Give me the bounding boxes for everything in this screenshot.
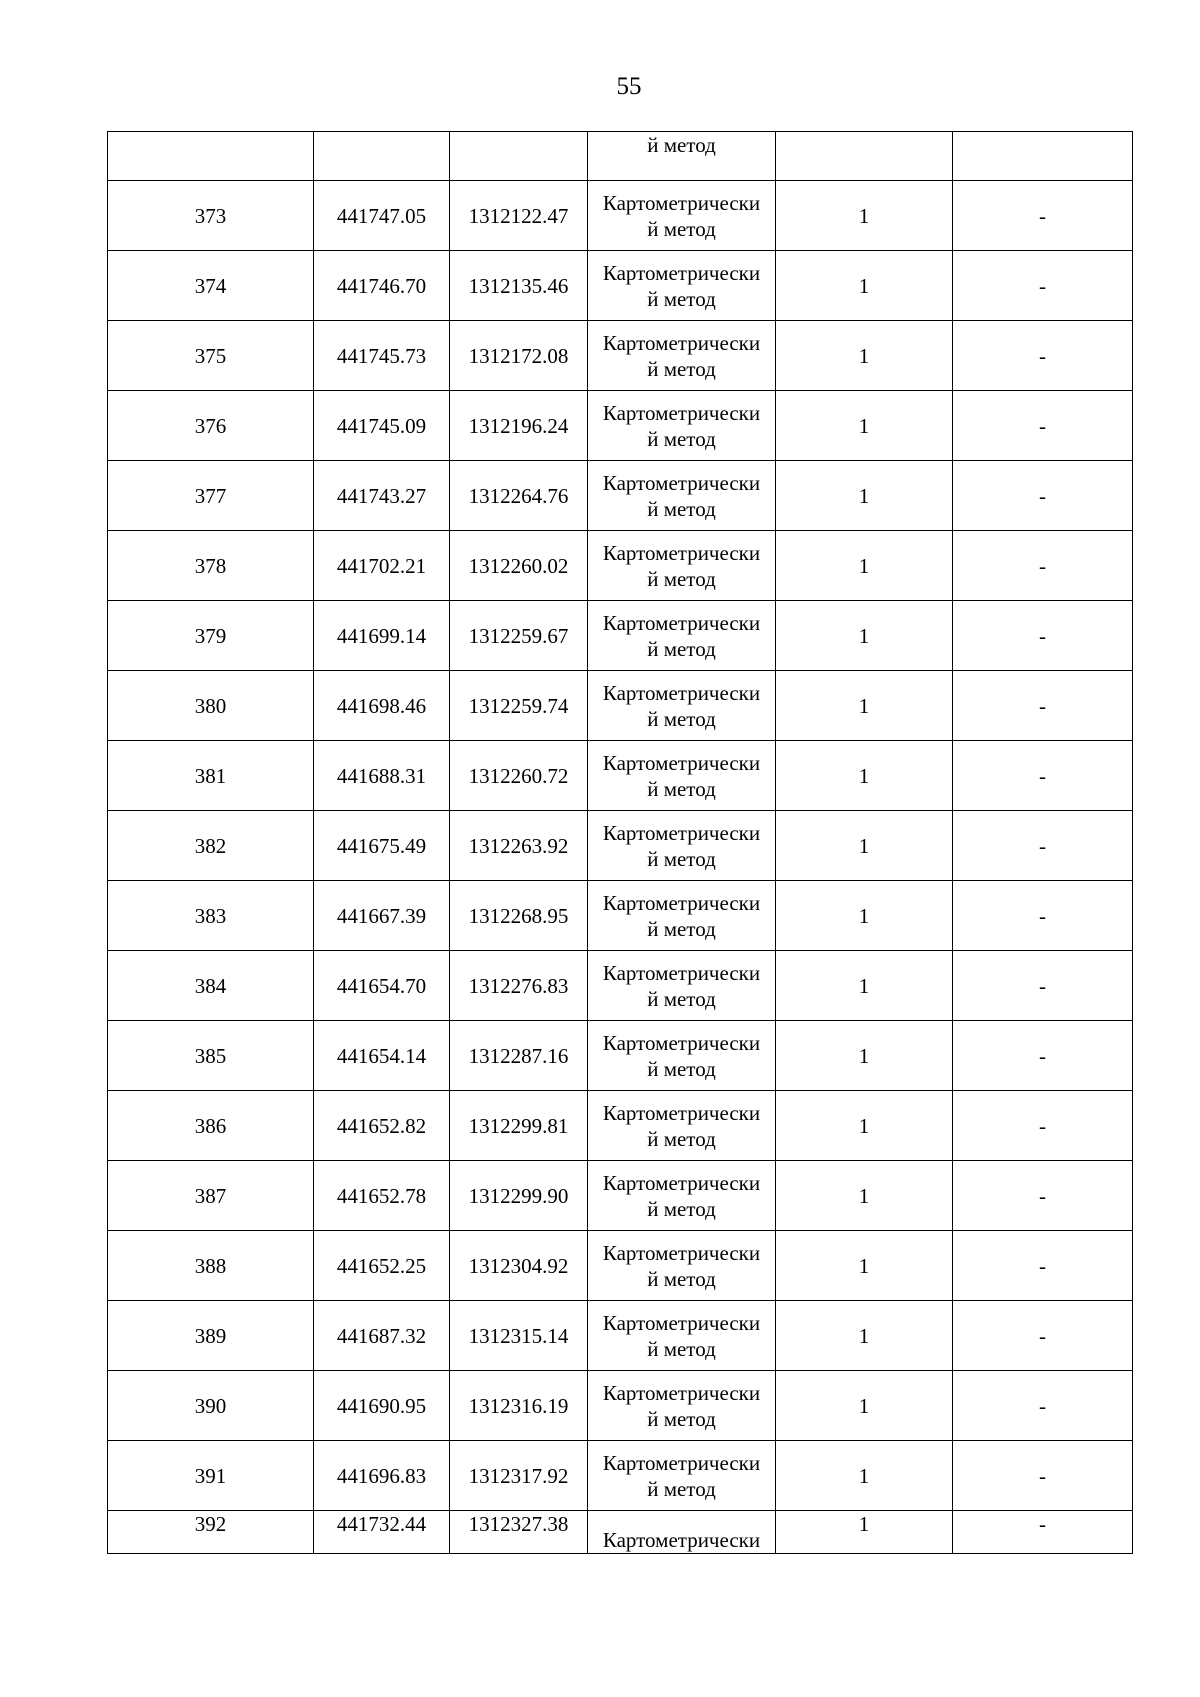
cell-point-number: 384 xyxy=(108,951,314,1021)
cell-point-number: 391 xyxy=(108,1441,314,1511)
cell-point-number: 382 xyxy=(108,811,314,881)
cell-x: 441667.39 xyxy=(314,881,450,951)
table-row xyxy=(108,671,1133,741)
table-row xyxy=(108,1231,1133,1301)
cell-y: 1312263.92 xyxy=(450,811,588,881)
cell-y: 1312304.92 xyxy=(450,1231,588,1301)
coordinates-table xyxy=(107,131,1133,1554)
cell-note: - xyxy=(953,1441,1133,1511)
cell-x: 441745.09 xyxy=(314,391,450,461)
method-text-line1: Картометрически xyxy=(602,1310,761,1335)
cell-note: - xyxy=(953,881,1133,951)
cell-method xyxy=(588,1511,776,1554)
cell-accuracy: 1 xyxy=(776,461,953,531)
cell-accuracy: 1 xyxy=(776,1511,953,1554)
table-row xyxy=(108,811,1133,881)
table-row xyxy=(108,741,1133,811)
cell-note: - xyxy=(953,1511,1133,1554)
cell-note: - xyxy=(953,951,1133,1021)
cell-point-number: 376 xyxy=(108,391,314,461)
method-text-line2: й метод xyxy=(647,986,716,1011)
table-body xyxy=(108,132,1133,1554)
cell-accuracy: 1 xyxy=(776,1161,953,1231)
page-number: 55 xyxy=(616,73,642,100)
table-row-continued xyxy=(108,132,1133,181)
method-text-line1: Картометрически xyxy=(602,820,761,845)
cell-note: - xyxy=(953,391,1133,461)
cell-method xyxy=(588,251,776,321)
cell-note: - xyxy=(953,1301,1133,1371)
method-text: й метод xyxy=(647,133,716,157)
cell-y: 1312317.92 xyxy=(450,1441,588,1511)
table-row xyxy=(108,1021,1133,1091)
cell-y: 1312287.16 xyxy=(450,1021,588,1091)
cell-point-number: 387 xyxy=(108,1161,314,1231)
cell-x: 441690.95 xyxy=(314,1371,450,1441)
method-text-line1: Картометрически xyxy=(602,1380,761,1405)
method-text-line2: й метод xyxy=(647,1336,716,1361)
cell-y: 1312327.38 xyxy=(450,1511,588,1554)
cell-point-number: 379 xyxy=(108,601,314,671)
method-text-line2: й метод xyxy=(647,356,716,381)
table-row xyxy=(108,1091,1133,1161)
table-row-last xyxy=(108,1511,1133,1554)
cell-method xyxy=(588,531,776,601)
method-text-line1: Картометрически xyxy=(602,1170,761,1195)
cell-y: 1312264.76 xyxy=(450,461,588,531)
cell-method xyxy=(588,1161,776,1231)
cell-method xyxy=(588,741,776,811)
cell-accuracy: 1 xyxy=(776,1441,953,1511)
cell-note xyxy=(953,132,1133,181)
method-text-line2: й метод xyxy=(647,846,716,871)
method-text-line2: й метод xyxy=(647,1476,716,1501)
cell-accuracy: 1 xyxy=(776,1301,953,1371)
cell-note: - xyxy=(953,321,1133,391)
cell-y: 1312172.08 xyxy=(450,321,588,391)
method-text-line2: й метод xyxy=(647,566,716,591)
method-text-line1: Картометрически xyxy=(602,540,761,565)
cell-method xyxy=(588,1441,776,1511)
cell-note: - xyxy=(953,1371,1133,1441)
cell-method xyxy=(588,951,776,1021)
method-text-line2: й метод xyxy=(647,916,716,941)
cell-y: 1312196.24 xyxy=(450,391,588,461)
table-row xyxy=(108,251,1133,321)
cell-y: 1312276.83 xyxy=(450,951,588,1021)
cell-x: 441699.14 xyxy=(314,601,450,671)
cell-accuracy: 1 xyxy=(776,601,953,671)
cell-y: 1312268.95 xyxy=(450,881,588,951)
cell-y: 1312315.14 xyxy=(450,1301,588,1371)
cell-accuracy: 1 xyxy=(776,671,953,741)
cell-accuracy: 1 xyxy=(776,321,953,391)
table-row xyxy=(108,321,1133,391)
table-row xyxy=(108,1161,1133,1231)
cell-point-number: 389 xyxy=(108,1301,314,1371)
cell-method xyxy=(588,601,776,671)
cell-accuracy: 1 xyxy=(776,1091,953,1161)
cell-x xyxy=(314,132,450,181)
table-row xyxy=(108,881,1133,951)
cell-x: 441747.05 xyxy=(314,181,450,251)
cell-y: 1312135.46 xyxy=(450,251,588,321)
method-text-line2: й метод xyxy=(647,496,716,521)
cell-method xyxy=(588,811,776,881)
cell-note: - xyxy=(953,671,1133,741)
cell-accuracy: 1 xyxy=(776,181,953,251)
method-text-line2: й метод xyxy=(647,286,716,311)
method-text-line2: й метод xyxy=(647,706,716,731)
cell-accuracy: 1 xyxy=(776,1231,953,1301)
cell-x: 441702.21 xyxy=(314,531,450,601)
cell-x: 441675.49 xyxy=(314,811,450,881)
method-text-line1: Картометрически xyxy=(602,1030,761,1055)
method-text-line1: Картометрически xyxy=(602,680,761,705)
cell-x: 441652.82 xyxy=(314,1091,450,1161)
table-row xyxy=(108,1301,1133,1371)
cell-accuracy: 1 xyxy=(776,881,953,951)
cell-x: 441746.70 xyxy=(314,251,450,321)
cell-note: - xyxy=(953,181,1133,251)
method-text-line1: Картометрически xyxy=(602,260,761,285)
method-text-line1: Картометрически xyxy=(602,1100,761,1125)
cell-x: 441687.32 xyxy=(314,1301,450,1371)
cell-accuracy: 1 xyxy=(776,741,953,811)
cell-method xyxy=(588,461,776,531)
cell-y: 1312259.67 xyxy=(450,601,588,671)
cell-method xyxy=(588,391,776,461)
method-text-line2: й метод xyxy=(647,776,716,801)
cell-y: 1312299.81 xyxy=(450,1091,588,1161)
method-text-line1: Картометрически xyxy=(602,470,761,495)
cell-accuracy: 1 xyxy=(776,251,953,321)
cell-y: 1312122.47 xyxy=(450,181,588,251)
cell-x: 441743.27 xyxy=(314,461,450,531)
method-text-line1: Картометрически xyxy=(602,1528,761,1552)
cell-y: 1312316.19 xyxy=(450,1371,588,1441)
cell-point-number: 377 xyxy=(108,461,314,531)
cell-note: - xyxy=(953,461,1133,531)
cell-point-number: 373 xyxy=(108,181,314,251)
table-row xyxy=(108,1371,1133,1441)
cell-y: 1312260.02 xyxy=(450,531,588,601)
method-text-line2: й метод xyxy=(647,426,716,451)
cell-method xyxy=(588,321,776,391)
cell-accuracy: 1 xyxy=(776,1021,953,1091)
cell-x: 441654.14 xyxy=(314,1021,450,1091)
method-text-line2: й метод xyxy=(647,636,716,661)
table-row xyxy=(108,1441,1133,1511)
cell-accuracy xyxy=(776,132,953,181)
cell-point-number: 374 xyxy=(108,251,314,321)
table-row xyxy=(108,391,1133,461)
cell-x: 441745.73 xyxy=(314,321,450,391)
cell-y xyxy=(450,132,588,181)
table-row xyxy=(108,951,1133,1021)
cell-point-number: 380 xyxy=(108,671,314,741)
cell-x: 441698.46 xyxy=(314,671,450,741)
cell-method xyxy=(588,1091,776,1161)
method-text-line2: й метод xyxy=(647,1056,716,1081)
cell-point-number: 386 xyxy=(108,1091,314,1161)
cell-method xyxy=(588,881,776,951)
method-text-line1: Картометрически xyxy=(602,1240,761,1265)
cell-y: 1312299.90 xyxy=(450,1161,588,1231)
cell-point-number: 388 xyxy=(108,1231,314,1301)
cell-note: - xyxy=(953,1231,1133,1301)
table-row xyxy=(108,531,1133,601)
method-text-line2: й метод xyxy=(647,216,716,241)
cell-accuracy: 1 xyxy=(776,951,953,1021)
cell-point-number xyxy=(108,132,314,181)
cell-note: - xyxy=(953,1161,1133,1231)
cell-note: - xyxy=(953,741,1133,811)
cell-method xyxy=(588,181,776,251)
table-row xyxy=(108,181,1133,251)
cell-accuracy: 1 xyxy=(776,391,953,461)
table-row xyxy=(108,601,1133,671)
method-text-line2: й метод xyxy=(647,1406,716,1431)
method-text-line2: й метод xyxy=(647,1266,716,1291)
method-text-line1: Картометрически xyxy=(602,750,761,775)
cell-x: 441654.70 xyxy=(314,951,450,1021)
cell-method xyxy=(588,1021,776,1091)
cell-note: - xyxy=(953,601,1133,671)
cell-method xyxy=(588,1371,776,1441)
cell-point-number: 375 xyxy=(108,321,314,391)
cell-note: - xyxy=(953,811,1133,881)
method-text-line1: Картометрически xyxy=(602,330,761,355)
cell-accuracy: 1 xyxy=(776,531,953,601)
cell-note: - xyxy=(953,1091,1133,1161)
method-text-line1: Картометрически xyxy=(602,610,761,635)
cell-accuracy: 1 xyxy=(776,1371,953,1441)
method-text-line1: Картометрически xyxy=(602,400,761,425)
cell-method xyxy=(588,671,776,741)
method-text-line2: й метод xyxy=(647,1126,716,1151)
cell-note: - xyxy=(953,1021,1133,1091)
cell-point-number: 381 xyxy=(108,741,314,811)
cell-x: 441688.31 xyxy=(314,741,450,811)
method-text-line2: й метод xyxy=(647,1196,716,1221)
method-text-line1: Картометрически xyxy=(602,890,761,915)
cell-x: 441652.78 xyxy=(314,1161,450,1231)
table-row xyxy=(108,461,1133,531)
cell-point-number: 378 xyxy=(108,531,314,601)
cell-x: 441732.44 xyxy=(314,1511,450,1554)
cell-point-number: 385 xyxy=(108,1021,314,1091)
cell-accuracy: 1 xyxy=(776,811,953,881)
method-text-line1: Картометрически xyxy=(602,190,761,215)
cell-y: 1312260.72 xyxy=(450,741,588,811)
cell-method xyxy=(588,1231,776,1301)
cell-method xyxy=(588,1301,776,1371)
cell-note: - xyxy=(953,251,1133,321)
cell-point-number: 392 xyxy=(108,1511,314,1554)
cell-x: 441652.25 xyxy=(314,1231,450,1301)
cell-note: - xyxy=(953,531,1133,601)
cell-method xyxy=(588,132,776,181)
method-text-line1: Картометрически xyxy=(602,960,761,985)
cell-y: 1312259.74 xyxy=(450,671,588,741)
method-text-line1: Картометрически xyxy=(602,1450,761,1475)
cell-point-number: 390 xyxy=(108,1371,314,1441)
cell-point-number: 383 xyxy=(108,881,314,951)
cell-x: 441696.83 xyxy=(314,1441,450,1511)
